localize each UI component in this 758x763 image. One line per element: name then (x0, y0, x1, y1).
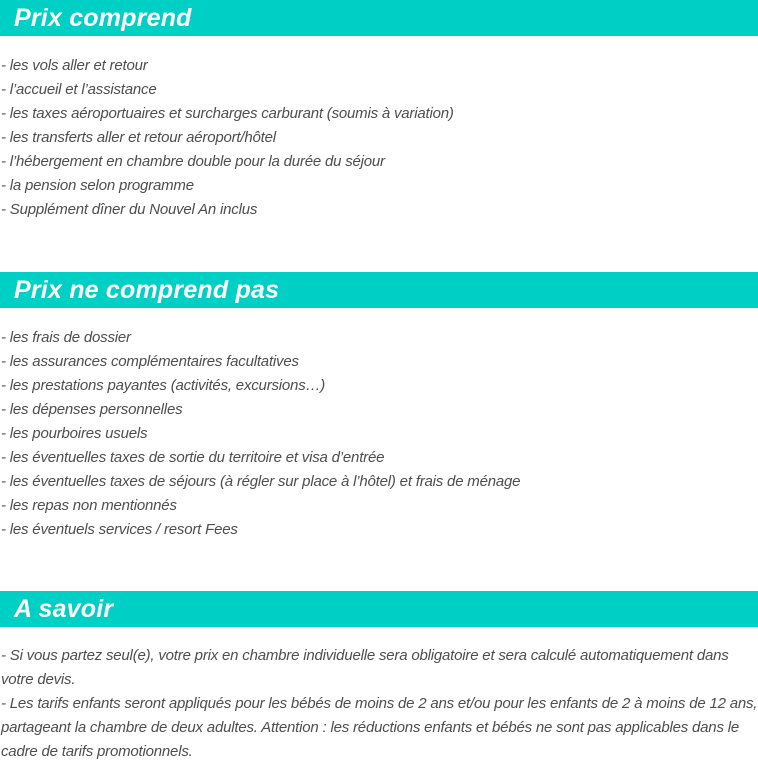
a-savoir-paragraphs (0, 644, 758, 763)
price-excluded-item: - les prestations payantes (activités, excursions…) (1, 377, 326, 394)
section-title: Prix comprend (14, 3, 192, 32)
notice-paragraph: - Les tarifs enfants seront appliqués pour les bébés de moins de 2 ans et/ou pour les enfants de 2 à moins de 12 ans, partageant la chambre de deux adultes. Attention : les réductions enfants et bébés ne sont pas applicables dans le cadre de tarifs promotionnels. (1, 695, 758, 760)
price-included-item: - l’hébergement en chambre double pour la durée du séjour (1, 153, 385, 170)
price-excluded-item: - les dépenses personnelles (1, 401, 183, 418)
section-title: A savoir (14, 594, 114, 623)
price-excluded-item: - les frais de dossier (1, 329, 131, 346)
price-included-item: - la pension selon programme (1, 177, 194, 194)
section-header-prix-comprend (0, 0, 758, 36)
price-excluded-item: - les éventuelles taxes de sortie du territoire et visa d’entrée (1, 449, 385, 466)
notice-paragraph: - Si vous partez seul(e), votre prix en chambre individuelle sera obligatoire et sera calculé automatiquement dans votre devis. (1, 647, 729, 688)
price-included-item: - les transferts aller et retour aéroport/hôtel (1, 129, 276, 146)
price-included-item: - Supplément dîner du Nouvel An inclus (1, 201, 258, 218)
price-excluded-item: - les repas non mentionnés (1, 497, 177, 514)
section-title: Prix ne comprend pas (14, 275, 280, 304)
section-header-prix-ne-comprend-pas (0, 272, 758, 308)
price-included-item: - l’accueil et l’assistance (1, 81, 157, 98)
price-included-item: - les taxes aéroportuaires et surcharges carburant (soumis à variation) (1, 105, 454, 122)
price-excluded-item: - les assurances complémentaires facultatives (1, 353, 299, 370)
price-included-item: - les vols aller et retour (1, 57, 148, 74)
price-excluded-item: - les éventuels services / resort Fees (1, 521, 238, 538)
price-excluded-item: - les éventuelles taxes de séjours (à régler sur place à l’hôtel) et frais de ménage (1, 473, 521, 490)
prix-ne-comprend-pas-list (0, 326, 758, 542)
section-header-a-savoir (0, 591, 758, 627)
price-excluded-item: - les pourboires usuels (1, 425, 148, 442)
prix-comprend-list (0, 54, 758, 222)
